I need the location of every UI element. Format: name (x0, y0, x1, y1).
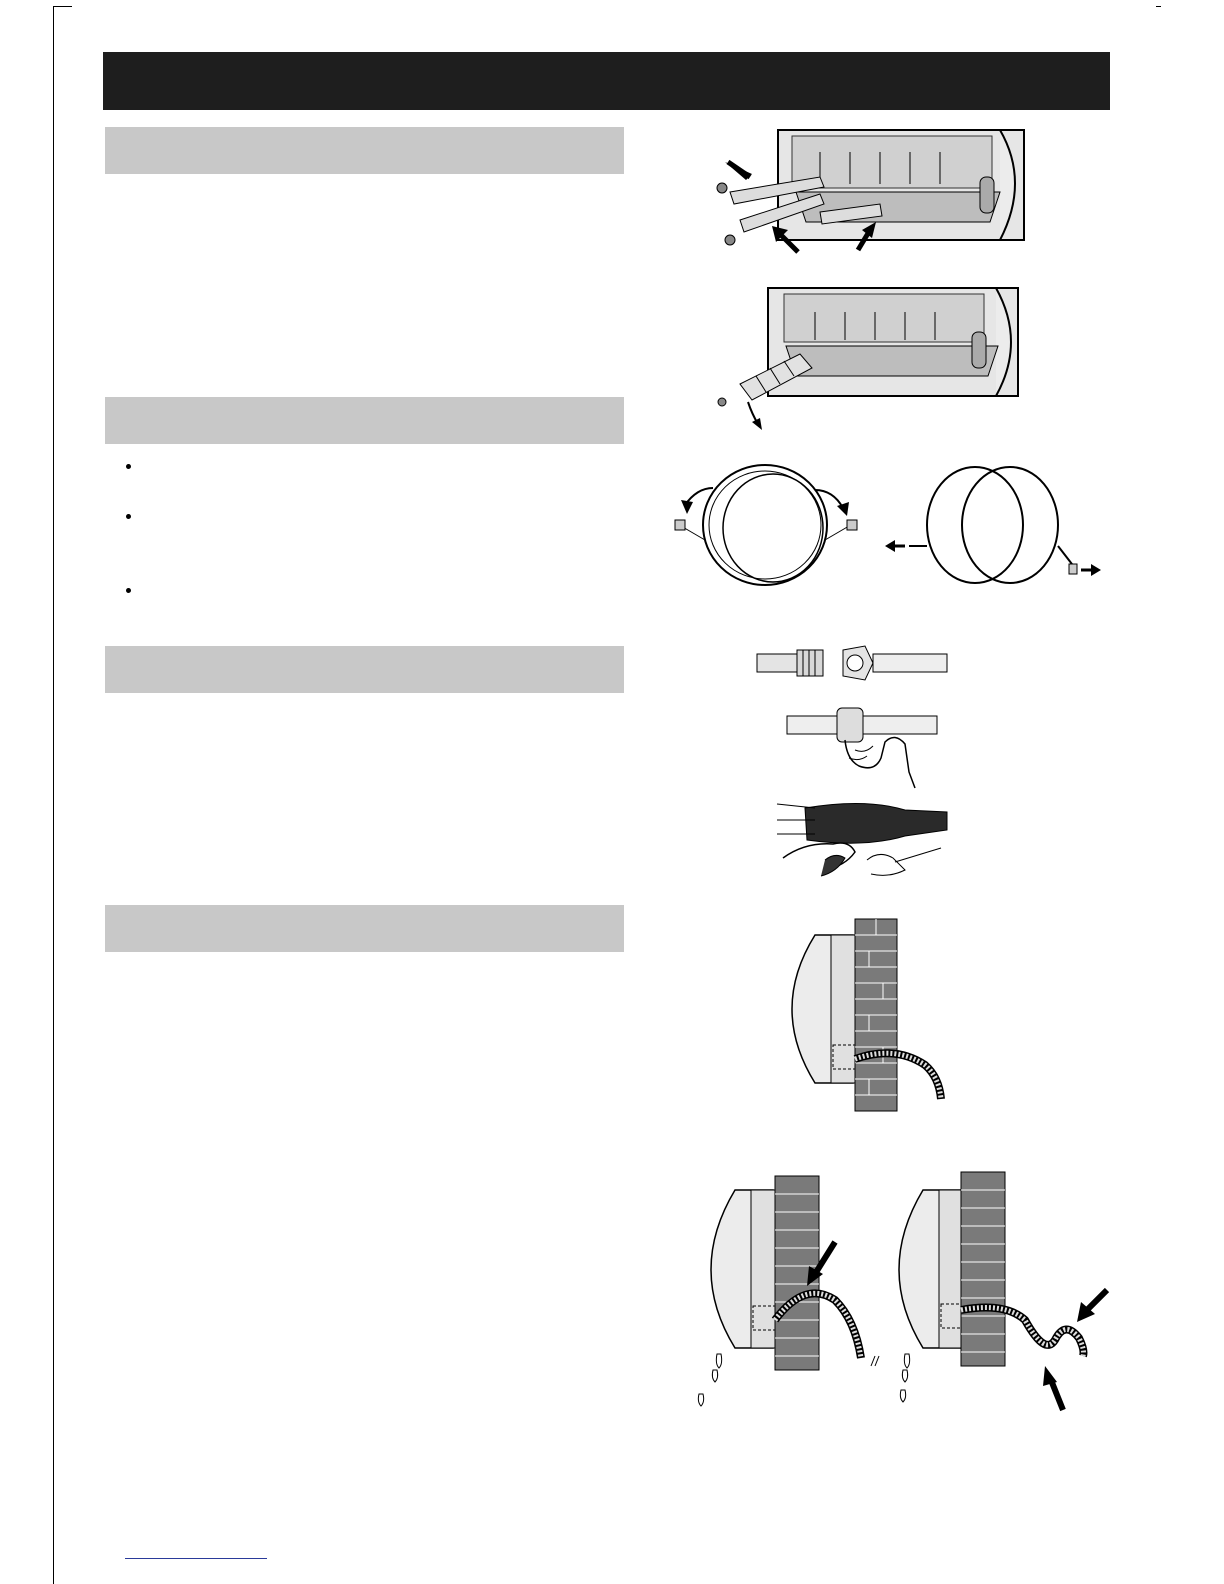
section-bar-2 (105, 397, 624, 444)
crop-mark-vertical (53, 6, 54, 1584)
footer-rule (125, 1558, 267, 1559)
section-bar-4 (105, 905, 624, 952)
indoor-unit-wrapped-pipes-illustration (700, 284, 1040, 434)
bullet-dot (126, 588, 131, 593)
section-bar-1 (105, 127, 624, 174)
crop-mark-horizontal (53, 6, 72, 7)
coiled-copper-pipes-illustration (665, 460, 1110, 600)
bullet-dot (126, 464, 131, 469)
wrench-tightening-illustration (785, 702, 940, 792)
section-bar-3 (105, 646, 624, 693)
crop-mark-right (1156, 6, 1161, 7)
bullet-dot (126, 514, 131, 519)
flare-nut-connection-illustration (755, 640, 950, 686)
page-header-bar (103, 52, 1110, 110)
indoor-unit-pipes-arrows-illustration (700, 122, 1040, 262)
drain-hose-through-wall-illustration (775, 915, 955, 1115)
insulation-wrapping-illustration (775, 800, 950, 880)
incorrect-drain-hose-examples-illustration (695, 1170, 1115, 1420)
